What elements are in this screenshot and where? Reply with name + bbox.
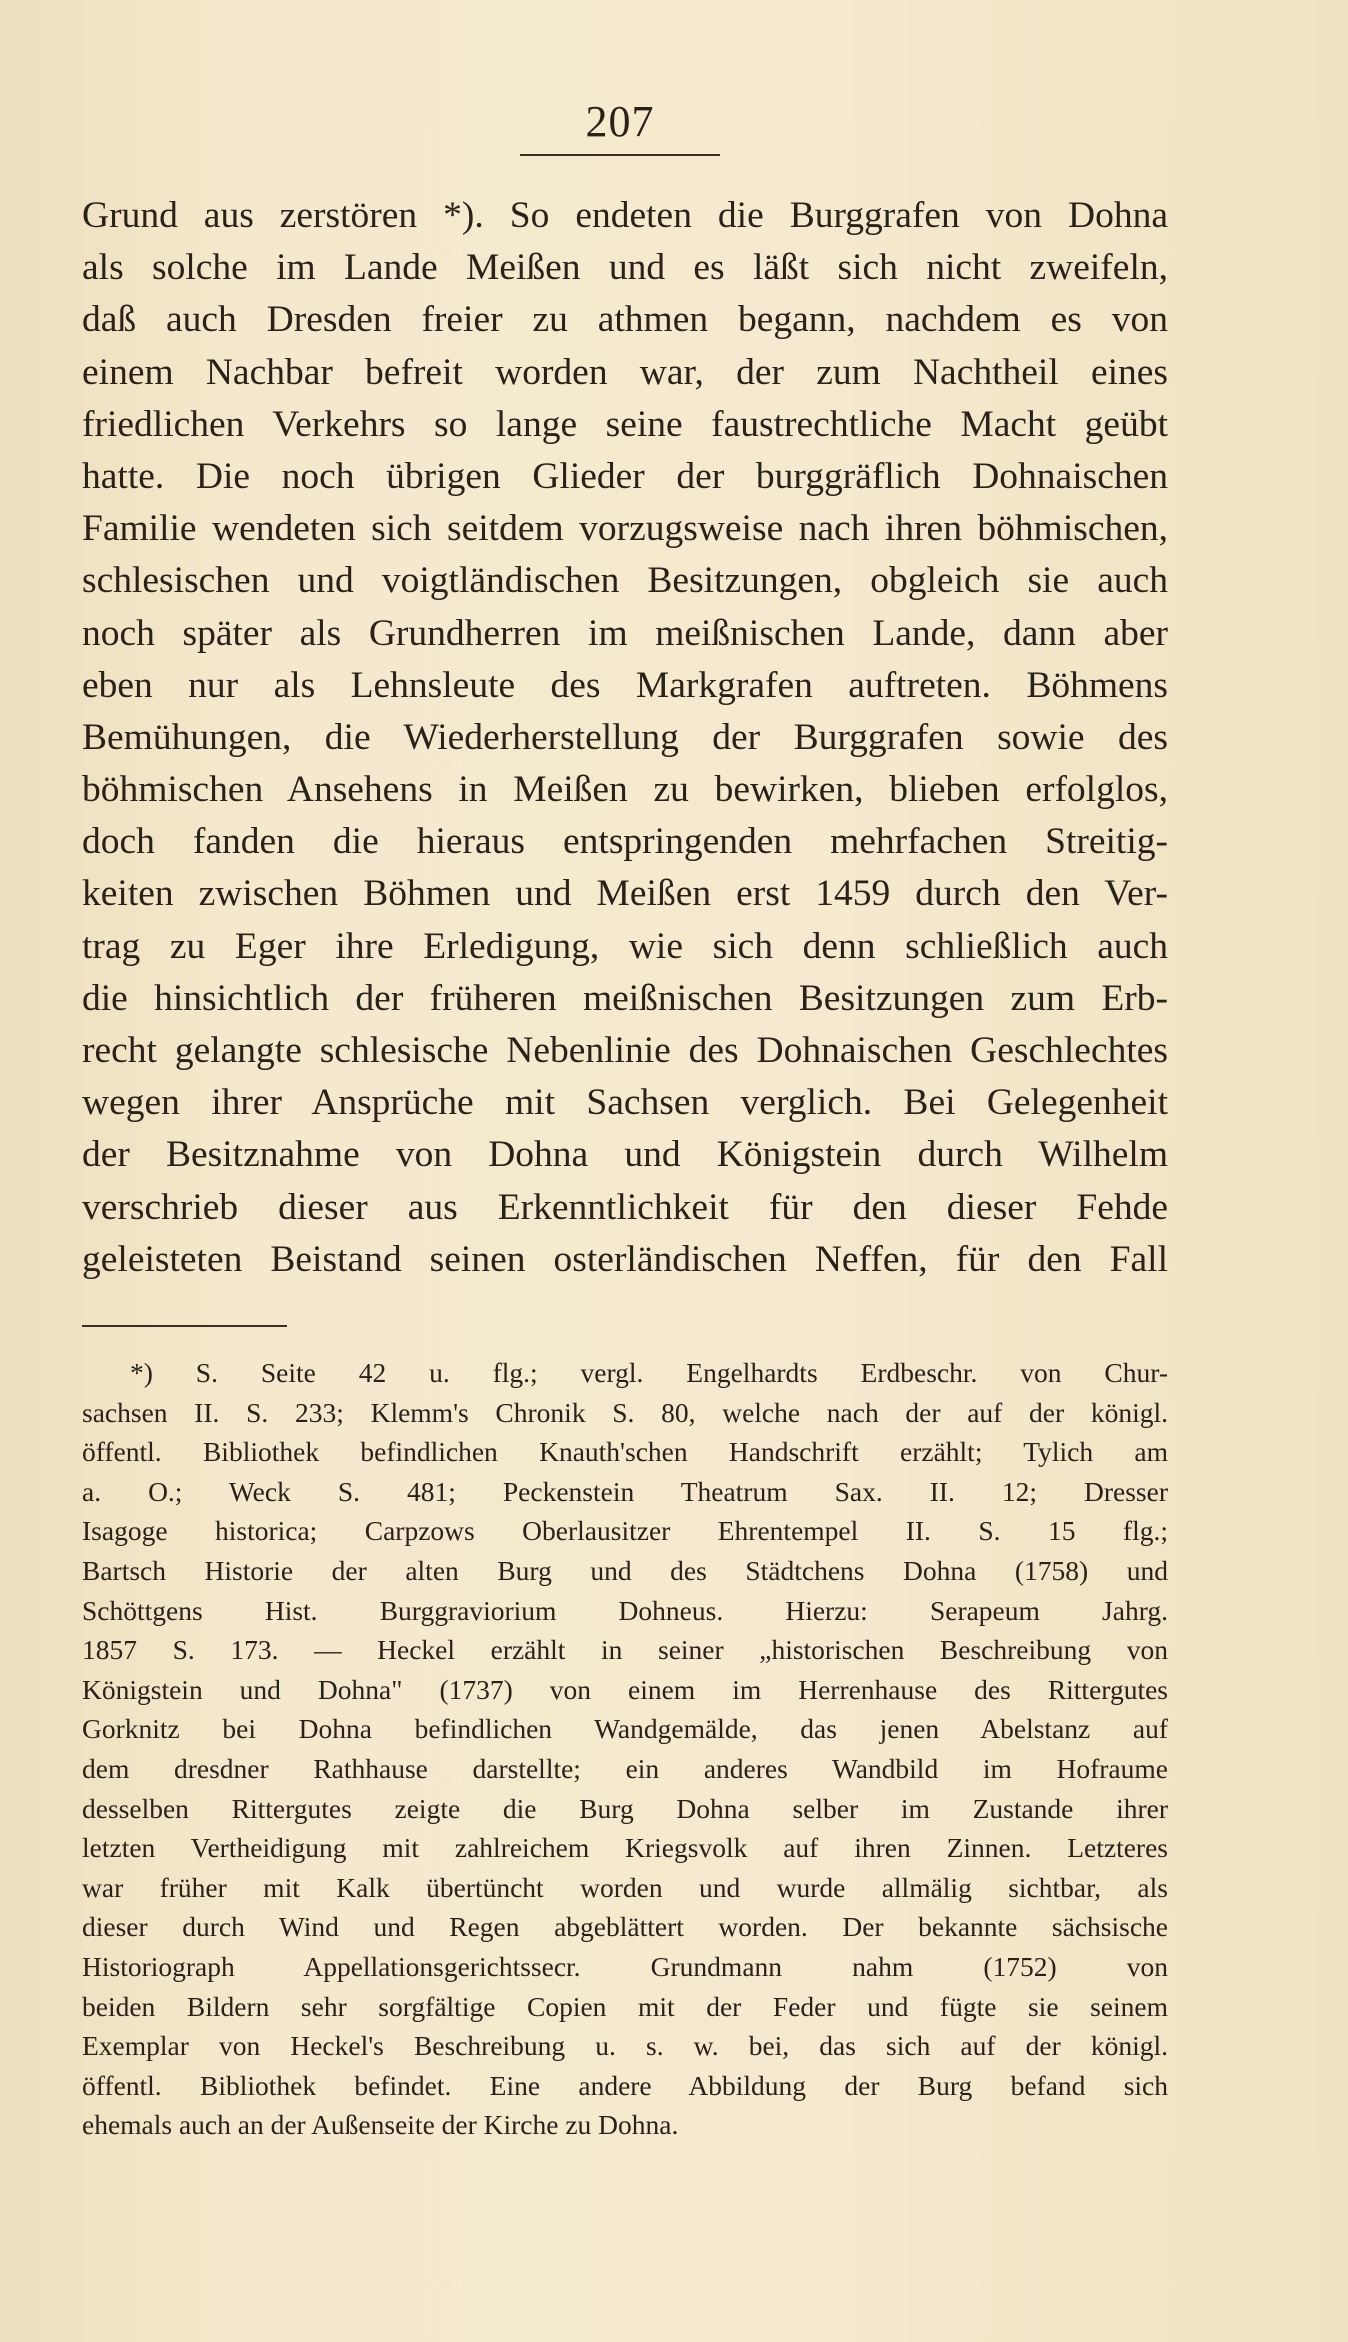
text-line: trag zu Eger ihre Erledigung, wie sich denn schließlich auch [82,925,1168,967]
text-line: als solche im Lande Meißen und es läßt sich nicht zweifeln, [82,247,1168,289]
text-line: keiten zwischen Böhmen und Meißen erst 1459 durch den Ver- [82,873,1168,915]
footnote-line: Historiograph Appellationsgerichtssecr. Grundmann nahm (1752) von [82,1950,1168,1982]
footnote-line: Bartsch Historie der alten Burg und des Städtchens Dohna (1758) und [82,1554,1168,1586]
text-line: Familie wendeten sich seitdem vorzugsweise nach ihren böhmischen, [82,508,1168,550]
footnote-line: Exemplar von Heckel's Beschreibung u. s. w. bei, das sich auf der königl. [82,2030,1168,2062]
text-line: geleisteten Beistand seinen osterländischen Neffen, für den Fall [82,1238,1168,1280]
footnote-line: Isagoge historica; Carpzows Oberlausitzer Ehrentempel II. S. 15 flg.; [82,1515,1168,1547]
footnote-line: letzten Vertheidigung mit zahlreichem Kriegsvolk auf ihren Zinnen. Letzteres [82,1832,1168,1864]
text-line: böhmischen Ansehens in Meißen zu bewirken, blieben erfolglos, [82,769,1168,811]
footnote-line: öffentl. Bibliothek befindet. Eine andere Abbildung der Burg befand sich [82,2069,1168,2101]
page-number: 207 [585,97,655,146]
footnote-line: Gorknitz bei Dohna befindlichen Wandgemälde, das jenen Abelstanz auf [82,1713,1168,1745]
text-line: einem Nachbar befreit worden war, der zum Nachtheil eines [82,351,1168,393]
header-rule [520,154,720,156]
text-line: daß auch Dresden freier zu athmen begann, nachdem es von [82,299,1168,341]
text-line: Bemühungen, die Wiederherstellung der Burggrafen sowie des [82,716,1168,758]
footnote-line: beiden Bildern sehr sorgfältige Copien mit der Feder und fügte sie seinem [82,1990,1168,2022]
footnote-line: desselben Rittergutes zeigte die Burg Dohna selber im Zustande ihrer [82,1792,1168,1824]
footnote-line: war früher mit Kalk übertüncht worden und wurde allmälig sichtbar, als [82,1871,1168,1903]
text-line: recht gelangte schlesische Nebenlinie des Dohnaischen Geschlechtes [82,1030,1168,1071]
main-text-block [82,190,1168,1286]
footnote-separator [82,1325,287,1327]
footnote-block [82,1353,1168,2145]
footnote-line: dieser durch Wind und Regen abgeblättert worden. Der bekannte sächsische [82,1911,1168,1943]
footnote-line: sachsen II. S. 233; Klemm's Chronik S. 80, welche nach der auf der königl. [82,1396,1168,1428]
footnote-line: ehemals auch an der Außenseite der Kirche zu Dohna. [82,2109,679,2141]
footnote-line: *) S. Seite 42 u. flg.; vergl. Engelhardts Erdbeschr. von Chur- [130,1357,1168,1388]
footnote-line: a. O.; Weck S. 481; Peckenstein Theatrum Sax. II. 12; Dresser [82,1475,1168,1507]
text-line: friedlichen Verkehrs so lange seine faustrechtliche Macht geübt [82,403,1168,445]
footnote-line: Königstein und Dohna" (1737) von einem im Herrenhause des Rittergutes [82,1673,1168,1705]
text-line: der Besitznahme von Dohna und Königstein durch Wilhelm [82,1134,1168,1176]
page-header [520,97,720,146]
text-line: hatte. Die noch übrigen Glieder der burggräflich Dohnaischen [82,455,1168,497]
text-line: schlesischen und voigtländischen Besitzungen, obgleich sie auch [82,560,1168,602]
text-line: doch fanden die hieraus entspringenden mehrfachen Streitig- [82,821,1168,863]
footnote-line: 1857 S. 173. — Heckel erzählt in seiner „historischen Beschreibung von [82,1634,1168,1666]
footnote-line: dem dresdner Rathhause darstellte; ein anderes Wandbild im Hofraume [82,1752,1168,1784]
footnote-line: öffentl. Bibliothek befindlichen Knauth'schen Handschrift erzählt; Tylich am [82,1436,1168,1468]
text-line: wegen ihrer Ansprüche mit Sachsen verglich. Bei Gelegenheit [82,1082,1168,1124]
text-line: Grund aus zerstören *). So endeten die Burggrafen von Dohna [82,195,1168,236]
text-line: eben nur als Lehnsleute des Markgrafen auftreten. Böhmens [82,664,1168,706]
text-line: noch später als Grundherren im meißnischen Lande, dann aber [82,612,1168,654]
text-line: verschrieb dieser aus Erkenntlichkeit für den dieser Fehde [82,1186,1168,1228]
footnote-line: Schöttgens Hist. Burggraviorium Dohneus. Hierzu: Serapeum Jahrg. [82,1594,1168,1626]
text-line: die hinsichtlich der früheren meißnischen Besitzungen zum Erb- [82,977,1168,1019]
